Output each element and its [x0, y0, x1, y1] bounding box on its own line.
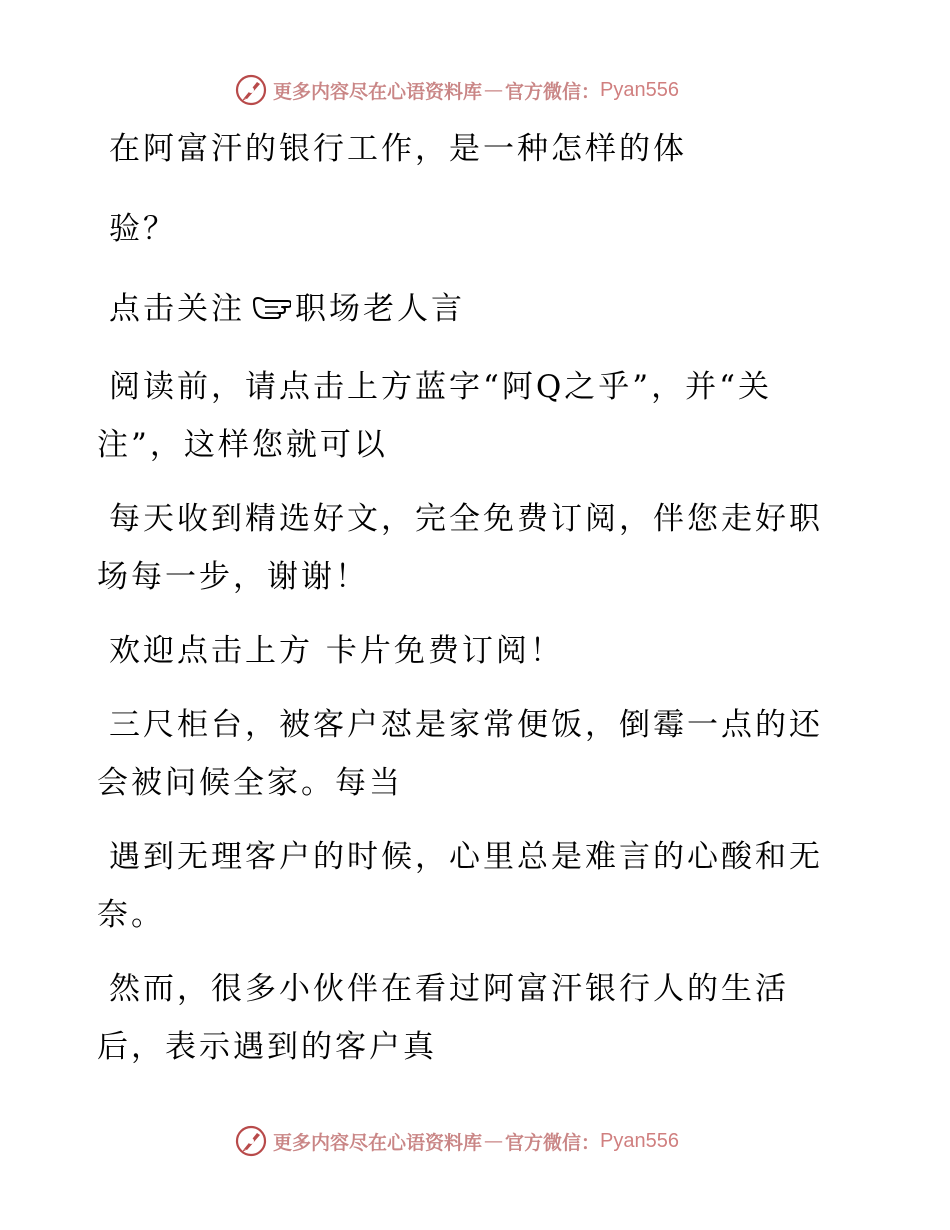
paragraph-4-line-1: 三尺柜台，被客户怼是家常便饭，倒霉一点的还: [109, 707, 823, 743]
paragraph-5: [97, 828, 837, 944]
paragraph-5-line-1: 遇到无理客户的时候，心里总是难言的心酸和无: [109, 839, 823, 875]
banner-separator: —: [484, 79, 504, 101]
paragraph-2: [97, 490, 837, 606]
article-body: [97, 120, 837, 1076]
follow-account[interactable]: 职场老人言: [295, 291, 465, 327]
banner-separator: —: [484, 1130, 504, 1152]
header-banner: [235, 72, 679, 108]
title-line-1: 在阿富汗的银行工作，是一种怎样的体: [109, 131, 687, 167]
footer-banner: [235, 1123, 679, 1159]
paragraph-6-line-1: 然而，很多小伙伴在看过阿富汗银行人的生活: [109, 971, 789, 1007]
banner-text: 更多内容尽在心语资料库: [273, 1131, 483, 1154]
paragraph-5-line-2: 奈。: [97, 897, 165, 933]
banner-wechat-id: Pyan556: [600, 1129, 679, 1152]
paragraph-1-line-2: 注”，这样您就可以: [97, 427, 388, 463]
quill-pen-emblem-icon: [235, 74, 267, 106]
follow-line: [97, 280, 837, 338]
title-line-2: 验？: [109, 211, 177, 247]
banner-text: 更多内容尽在心语资料库: [273, 80, 483, 103]
pointing-finger-icon: [251, 296, 291, 322]
paragraph-2-line-1: 每天收到精选好文，完全免费订阅，伴您走好职: [109, 501, 823, 537]
paragraph-3-line-1: 欢迎点击上方 卡片免费订阅！: [109, 633, 564, 669]
paragraph-2-line-2: 场每一步，谢谢！: [97, 559, 369, 595]
banner-wechat-id: Pyan556: [600, 78, 679, 101]
article-title-cont: [97, 200, 837, 258]
paragraph-1: [97, 358, 837, 474]
banner-wechat-label: 官方微信：: [505, 80, 601, 103]
paragraph-1-line-1: 阅读前，请点击上方蓝字“阿Q之乎”，并“关: [109, 369, 772, 405]
banner-wechat-label: 官方微信：: [505, 1131, 601, 1154]
article-title: [97, 120, 837, 178]
paragraph-6-line-2: 后，表示遇到的客户真: [97, 1029, 437, 1065]
paragraph-3: [97, 622, 837, 680]
paragraph-4-line-2: 会被问候全家。每当: [97, 765, 403, 801]
quill-pen-emblem-icon: [235, 1125, 267, 1157]
paragraph-6: [97, 960, 837, 1076]
paragraph-4: [97, 696, 837, 812]
follow-prefix: 点击关注: [109, 291, 245, 327]
